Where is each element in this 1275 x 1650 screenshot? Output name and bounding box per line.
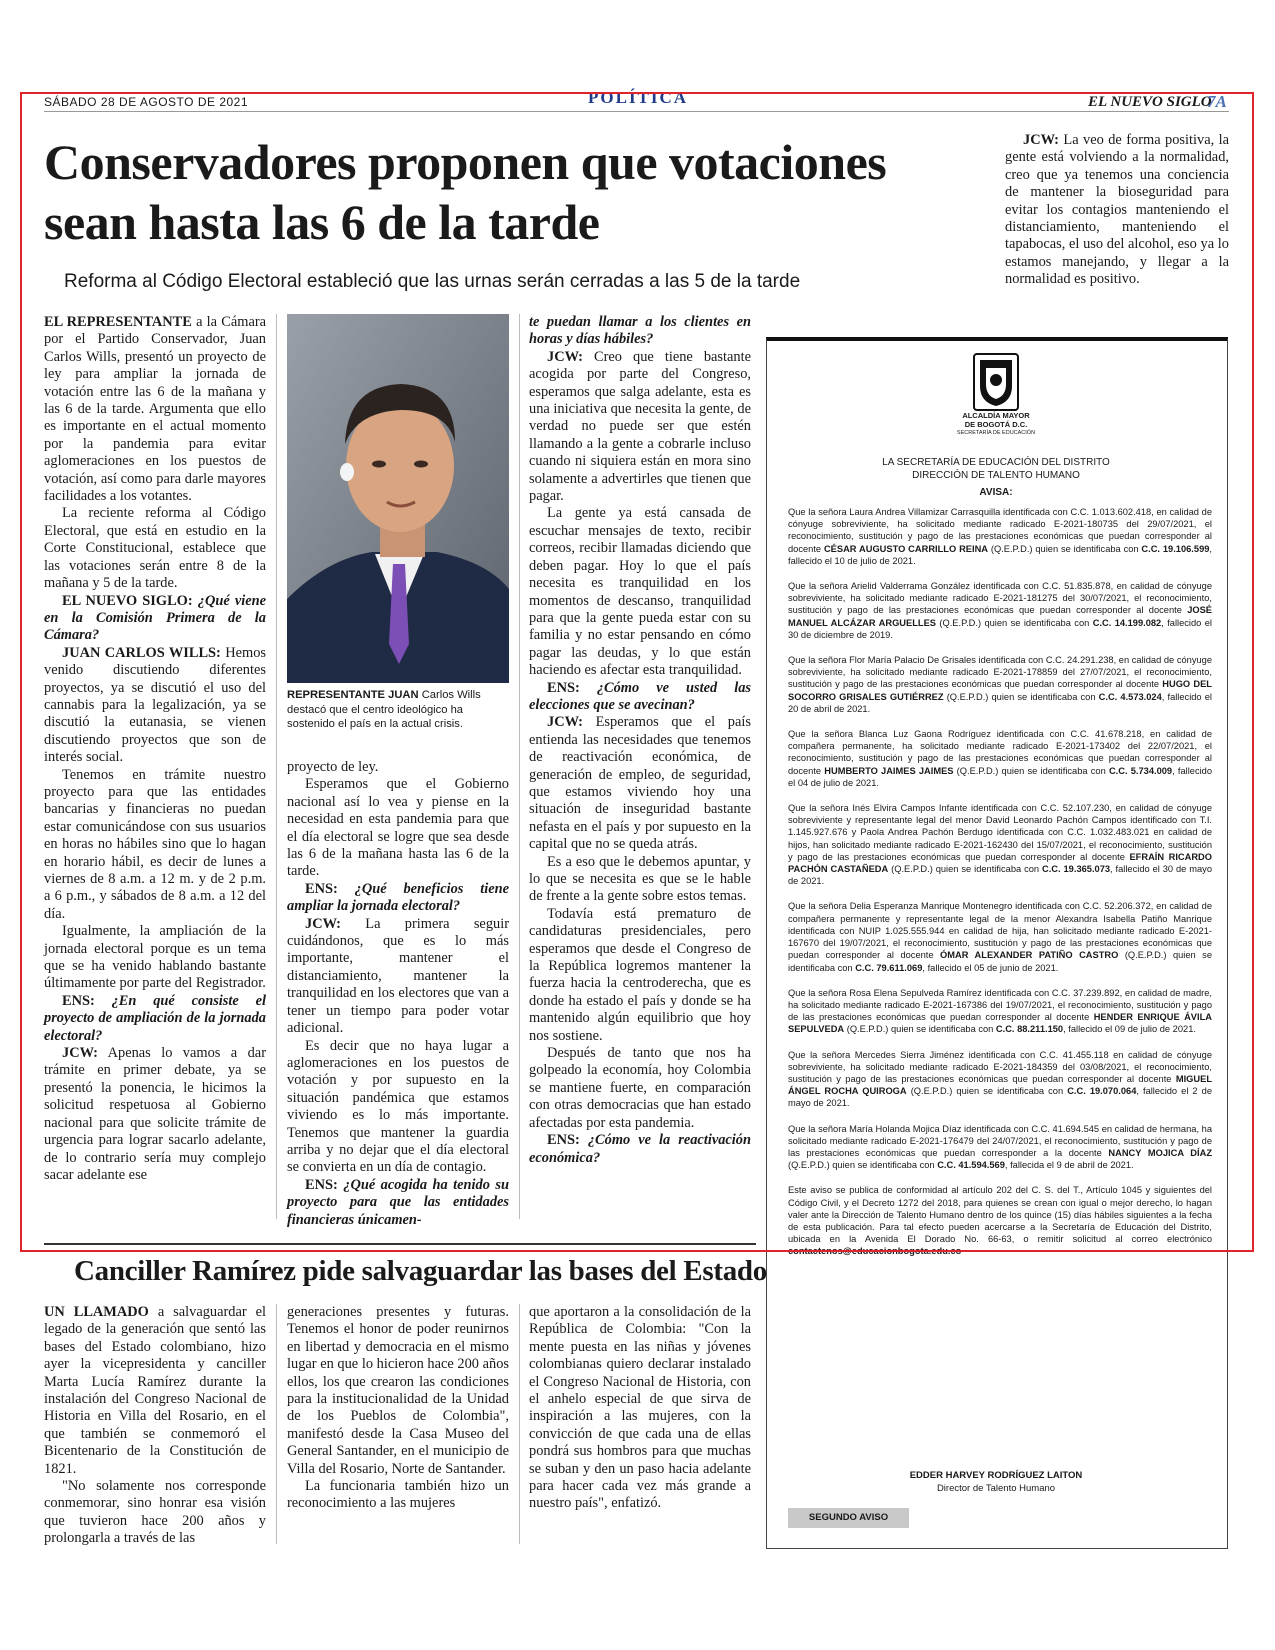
id-number: C.C. 41.594.569: [937, 1160, 1005, 1171]
lead-in: EL REPRESENTANTE: [44, 314, 192, 330]
column-divider: [276, 1304, 277, 1544]
id-number: C.C. 19.106.599: [1141, 543, 1210, 554]
notice-entry: Que la señora Mercedes Sierra Jiménez identificada con C.C. 41.455.118 en calidad de cónyuge sobreviviente, ha solicitado mediante radicado E-2021-184359 del 03/08/2021, el reconocimiento, sustitución y pago de las prestaciones económicas que puedan corresponder al docente MIGUEL ÁNGEL ROCHA QUIROGA (Q.E.P.D.) quien se identificaba con C.C. 19.070.064, fallecido el 2 de mayo de 2021.: [788, 1049, 1212, 1109]
deceased-teacher-name: ÓMAR ALEXANDER PATIÑO CASTRO: [940, 950, 1119, 961]
interview-question: EL NUEVO SIGLO: ¿Qué viene en la Comisión Primera de la Cámara?: [44, 592, 266, 644]
article-paragraph: Es decir que no haya lugar a aglomeraciones en los puestos de votación y por supuesto en la situación pandémica que estamos viviendo es lo más importante. Tenemos que mantener la guardia arriba y no dejar que el día electoral se convierta en un día de contagio.: [287, 1037, 509, 1176]
deceased-teacher-name: HUGO DEL SOCORRO GRISALES GUTIÉRREZ: [788, 679, 1212, 702]
interview-question: ENS: ¿Cómo ve la reactivación económica?: [529, 1132, 751, 1166]
interview-answer: JCW: La veo de forma positiva, la gente está volviendo a la normalidad, creo que ya tenemos una conciencia de mantener la bioseguridad para evitar los contagios manteniendo el distanciamiento, manteniendo el tapabocas, el uso del alcohol, eso ya lo estamos manejando, y llegar a la normalidad es positivo.: [1005, 132, 1229, 288]
article-paragraph: La gente ya está cansada de escuchar mensajes de texto, recibir correos, recibir llamadas diciendo que deben pagar. Hoy lo que el país necesita es tranquilidad en los momentos de descanso, tranquilidad para que la gente pueda estar con su familia y no estar pensando en cómo pagar las deudas, y lo que están haciendo es afectar esta tranquilidad.: [529, 505, 751, 679]
deceased-teacher-name: EFRAÍN RICARDO PACHÓN CASTAÑEDA: [788, 851, 1212, 875]
interview-answer: JCW: Creo que tiene bastante acogida por parte del Congreso, esperamos que salga adelante, esta es una iniciativa que necesita la gente, de verdad no puede ser que estén llamando a la gente a cobrarle incluso cuando ni siquiera están en mora sino solamente a advertirles que tienen que pagar.: [529, 348, 751, 505]
deceased-teacher-name: CÉSAR AUGUSTO CARRILLO REINA: [823, 543, 988, 554]
interview-question: ENS: ¿Qué beneficios tiene ampliar la jornada electoral?: [287, 880, 509, 915]
interview-answer: JUAN CARLOS WILLS: Hemos venido discutiendo diferentes proyectos, ya se discutió el uso del cannabis para la legalización, ya se discutió la eutanasia, se vienen discutiendo proyectos que son de interés social.: [44, 644, 266, 766]
issue-date: SÁBADO 28 DE AGOSTO DE 2021: [44, 95, 249, 109]
article-paragraph: EL REPRESENTANTE a la Cámara por el Partido Conservador, Juan Carlos Wills, presentó un proyecto de ley para ampliar la jornada de votación entre las 6 de la mañana y las 6 de la tarde. Argumenta que ello es importante en el actual momento por la pandemia para evitar aglomeraciones en los puestos de votación, así como para darle mayores facilidades a los votantes.: [44, 314, 267, 505]
signer-name: EDDER HARVEY RODRÍGUEZ LAITON: [909, 1470, 1083, 1481]
article-paragraph: Es a eso que le debemos apuntar, y lo que se necesita es que se le hable de frente a la gente sobre estos temas.: [529, 853, 751, 905]
column-divider: [519, 1304, 520, 1544]
photo-caption: REPRESENTANTE JUAN Carlos Wills destacó que el centro ideológico ha sostenido el país en la actual crisis.: [287, 689, 481, 730]
notice-entry: Que la señora Laura Andrea Villamizar Carrasquilla identificada con C.C. 1.013.602.418, en calidad de cónyuge sobreviviente, ha solicitado mediante radicado E-2021-180735 del 29/07/2021, el reconocimiento, sustitución y pago de las prestaciones económicas que puedan corresponder al docente CÉSAR AUGUSTO CARRILLO REINA (Q.E.P.D.) quien se identificaba con C.C. 19.106.599, fallecido el 10 de julio de 2021.: [788, 507, 1212, 566]
interview-answer: JCW: Esperamos que el país entienda las necesidades que tenemos de reactivación económica, de generación de empleo, de seguridad, que estamos viviendo hoy una situación de inseguridad bastante nefasta en el país y por supuesto en la capital que no se queda atrás.: [529, 714, 751, 853]
deceased-teacher-name: HENDER ENRIQUE ÁVILA SEPULVEDA: [788, 1012, 1212, 1035]
institution-logo-text: ALCALDÍA MAYOR DE BOGOTÁ D.C. SECRETARÍA DE EDUCACIÓN: [956, 411, 1036, 436]
section-title: POLÍTICA: [588, 88, 689, 107]
id-number: C.C. 14.199.082: [1092, 617, 1162, 628]
deceased-teacher-name: NANCY MOJICA DÍAZ: [1108, 1147, 1212, 1158]
notice-title: AVISA:: [979, 487, 1013, 498]
article-paragraph: "No solamente nos corresponde conmemorar, sino honrar esa visión que tuvieron hace 200 años y prolongarla a través de las: [44, 1478, 266, 1547]
notice-entry: Que la señora María Holanda Mojica Díaz identificada con C.C. 41.694.545 en calidad de hermana, ha solicitado mediante radicado E-2021-176479 del 24/07/2021, el reconocimiento, sustitución y pago de las prestaciones económicas que puedan corresponder a la docente NANCY MOJICA DÍAZ (Q.E.P.D.) quien se identificaba con C.C. 41.594.569, fallecida el 9 de abril de 2021.: [788, 1123, 1212, 1171]
article-paragraph: Igualmente, la ampliación de la jornada electoral porque es un tema que se ha venido hablando bastante últimamente por parte del Registrador.: [44, 923, 266, 992]
deceased-teacher-name: HUMBERTO JAIMES JAIMES: [824, 765, 954, 776]
id-number: C.C. 4.573.024: [1098, 691, 1162, 702]
deceased-teacher-name: MIGUEL ÁNGEL ROCHA QUIROGA: [788, 1073, 1212, 1097]
article-paragraph: proyecto de ley.: [287, 759, 379, 775]
masthead: EL NUEVO SIGLO: [1088, 94, 1212, 110]
interview-answer: JCW: Apenas lo vamos a dar trámite en primer debate, ya se presentó la ponencia, le hicimos la solicitud respetuosa al Gobierno nacional para que solicite trámite de urgencia para lograr sacarlo adelante, de lo contrario sería muy complejo sacar adelante ese: [44, 1045, 266, 1183]
notice-entry: Que la señora Flor María Palacio De Grisales identificada con C.C. 24.291.238, en calidad de cónyuge sobreviviente, ha solicitado mediante radicado E-2021-178859 del 27/07/2021, el reconocimiento, sustitución y pago de las prestaciones económicas que puedan corresponder al docente HUGO DEL SOCORRO GRISALES GUTIÉRREZ (Q.E.P.D.) quien se identificaba con C.C. 4.573.024, fallecido el 20 de abril de 2021.: [788, 655, 1212, 714]
article-paragraph: La reciente reforma al Código Electoral, que está en estudio en la Corte Constitucional, establece que las votaciones serán entre 8 de la mañana y 5 de la tarde.: [44, 505, 266, 592]
notice-entry: Que la señora Arielid Valderrama González identificada con C.C. 51.835.878, en calidad de cónyuge sobreviviente, ha solicitado mediante radicado E-2021-181275 del 30/07/2021, el reconocimiento, sustitución y pago de las prestaciones económicas que puedan corresponder al docente JOSÉ MANUEL ALCÁZAR ARGUELLES (Q.E.P.D.) quien se identificaba con C.C. 14.199.082, fallecido el 30 de diciembre de 2019.: [788, 581, 1212, 640]
article-column-1: [44, 1304, 266, 1548]
main-headline: Conservadores proponen que votaciones sean hasta las 6 de la tarde: [44, 134, 887, 250]
article-paragraph: generaciones presentes y futuras. Tenemos el honor de poder reunirnos en libertad y democracia en el mismo lugar en que lo hicieron hace 200 años ellos, los que crearon las condiciones para la institucionalidad de la Unidad de los Pueblos de Colombia", manifestó desde la Casa Museo del General Santander, en el municipio de Villa del Rosario, Norte de Santander.: [287, 1304, 509, 1477]
main-subheadline: Reforma al Código Electoral estableció que las urnas serán cerradas a las 5 de la tarde: [64, 271, 801, 292]
interview-answer: JCW: La primera seguir cuidándonos, que es lo más importante, mantener el distanciamiento, mantener la tranquilidad en los electores que van a tener un tiempo para poder votar adicional.: [287, 915, 509, 1037]
article-paragraph: Esperamos que el Gobierno nacional así lo vea y piense en la necesidad en esta pandemia para que el día electoral se logre que sea desde las 6 de la mañana hasta las 6 de la tarde.: [287, 776, 509, 880]
notice-entry: Que la señora Rosa Elena Sepulveda Ramírez identificada con C.C. 37.239.892, en calidad de madre, ha solicitado mediante radicado E-2021-167386 del 19/07/2021, el reconocimiento, sustitución y pago de las prestaciones económicas que puedan corresponder al docente HENDER ENRIQUE ÁVILA SEPULVEDA (Q.E.P.D.) quien se identificaba con C.C. 88.211.150, fallecido el 09 de julio de 2021.: [788, 987, 1212, 1035]
article-paragraph: Después de tanto que nos ha golpeado la economía, hoy Colombia se mantiene fuerte, en comparación con otras democracias que han estado afectadas por esta pandemia.: [529, 1045, 751, 1131]
id-number: C.C. 19.365.073: [1042, 864, 1111, 875]
interview-question: ENS: ¿Qué acogida ha tenido su proyecto para que las entidades financieras únicamen-: [287, 1176, 509, 1228]
interview-question: ENS: ¿Cómo ve usted las elecciones que se avecinan?: [529, 679, 751, 713]
signer-title: Director de Talento Humano: [936, 1483, 1056, 1494]
id-number: C.C. 5.734.009: [1108, 765, 1173, 776]
notice-issuer: LA SECRETARÍA DE EDUCACIÓN DEL DISTRITO DIRECCIÓN DE TALENTO HUMANO: [882, 457, 1110, 481]
article-paragraph: que aportaron a la consolidación de la República de Colombia: "Con la mente puesta en las niñas y jóvenes colombianas quiero declarar instalado el Congreso Nacional de Historia, con el anhelo especial de que sirva de inspiración a las mujeres, con la convicción de que cada una de ellas pondrá sus hombros para que muchas se suban y den un paso hacia adelante para hacer cada vez más grande a nuestro país", enfatizó.: [529, 1304, 751, 1512]
interview-question: te puedan llamar a los clientes en horas y días hábiles?: [529, 314, 751, 348]
article-paragraph: UN LLAMADO a salvaguardar el legado de la generación que sentó las bases del Estado colombiano, hizo ayer la vicepresidenta y canciller Marta Lucía Ramírez durante la instalación del Congreso Nacional de Historia en Villa del Rosario, en el que también se conmemoró el Bicentenario de la Constitución de 1821.: [44, 1304, 266, 1477]
article-column-2: [287, 1304, 509, 1513]
article-paragraph: Todavía está prematuro de candidaturas presidenciales, pero esperamos que desde el Congreso de la República logremos mantener la fuerza hacia la centroderecha, que es donde ha estado el país y donde se ha mantenido algún equilibrio que hoy nos sostiene.: [529, 905, 751, 1044]
contact-email: contactenos@educacionbogota.edu.co: [788, 1246, 962, 1257]
notice-entry: Que la señora Inés Elvira Campos Infante identificada con C.C. 52.107.230, en calidad de cónyuge sobreviviente y representante legal del menor David Leonardo Pachón Campos identificado con T.I. 1.145.927.676 y Paola Andrea Pachón Berdugo identificada con C.C. 1.032.483.021 en calidad de hijos, han solicitado mediante radicado E-2021-162430 del 15/07/2021, el reconocimiento, sustitución y pago de las prestaciones económicas que puedan corresponder al docente EFRAÍN RICARDO PACHÓN CASTAÑEDA (Q.E.P.D.) quien se identificaba con C.C. 19.365.073, fallecido el 30 de mayo de 2021.: [788, 803, 1212, 887]
article-column-3: [529, 1304, 751, 1513]
notice-entry: Que la señora Delia Esperanza Manrique Montenegro identificada con C.C. 52.206.372, en calidad de compañera permanente y representante legal de la menor Alexandra Isabella Patiño Manrique identificada con NUIP 1.025.555.944 en calidad de hija, han solicitado mediante radicado E-2021-167670 del 19/07/2021, el reconocimiento, sustitución y pago de las prestaciones económicas que puedan corresponder al docente ÓMAR ALEXANDER PATIÑO CASTRO (Q.E.P.D.) quien se identificaba con C.C. 79.611.069, fallecido el 05 de junio de 2021.: [788, 901, 1212, 973]
second-notice-badge: SEGUNDO AVISO: [788, 1508, 909, 1528]
id-number: C.C. 19.070.064: [1067, 1086, 1137, 1097]
page-number: 7A: [1207, 92, 1227, 111]
article-paragraph: La funcionaria también hizo un reconocimiento a las mujeres: [287, 1478, 509, 1512]
id-number: C.C. 79.611.069: [855, 962, 923, 973]
highlight-frame: [20, 92, 1254, 1252]
article-paragraph: Tenemos en trámite nuestro proyecto para que las entidades bancarias y financieras no puedan estar comunicándose con sus usuarios en horas no hábiles sino que lo hagan en horario hábil, es decir de lunes a viernes de 8 a.m. a 12 m. y de 2 p.m. a 6 p.m., y sábados de 8 a.m. a 12 del día.: [44, 766, 266, 922]
id-number: C.C. 88.211.150: [995, 1024, 1064, 1035]
interview-question: ENS: ¿En qué consiste el proyecto de ampliación de la jornada electoral?: [44, 992, 266, 1044]
notice-entry: Que la señora Blanca Luz Gaona Rodríguez identificada con C.C. 41.678.218, en calidad de compañera permanente, ha solicitado mediante radicado E-2021-173402 del 22/07/2021, el reconocimiento, sustitución y pago de las prestaciones económicas que puedan corresponder al docente HUMBERTO JAIMES JAIMES (Q.E.P.D.) quien se identificaba con C.C. 5.734.009, fallecido el 04 de julio de 2021.: [788, 729, 1213, 788]
deceased-teacher-name: JOSÉ MANUEL ALCÁZAR ARGUELLES: [788, 605, 1212, 628]
lead-in: UN LLAMADO: [44, 1304, 149, 1320]
notice-closing: Este aviso se publica de conformidad al artículo 202 del C. S. del T., Artículo 1045 y siguientes del Código Civil, y el Decreto 1272 del 2018, para quienes se crean con igual o mejor derecho, lo hagan valer ante la Dirección de Talento Humano dentro de los quince (15) días hábiles siguientes a la fecha de esta publicación. Para tal efecto pueden acercarse a la Secretaría de Educación del Distrito, ubicada en la Avenida El Dorado No. 66-63, o remitir solicitud al correo electrónico contactenos@educacionbogota.edu.co: [788, 1185, 1212, 1257]
second-headline: Canciller Ramírez pide salvaguardar las bases del Estado: [74, 1255, 767, 1287]
